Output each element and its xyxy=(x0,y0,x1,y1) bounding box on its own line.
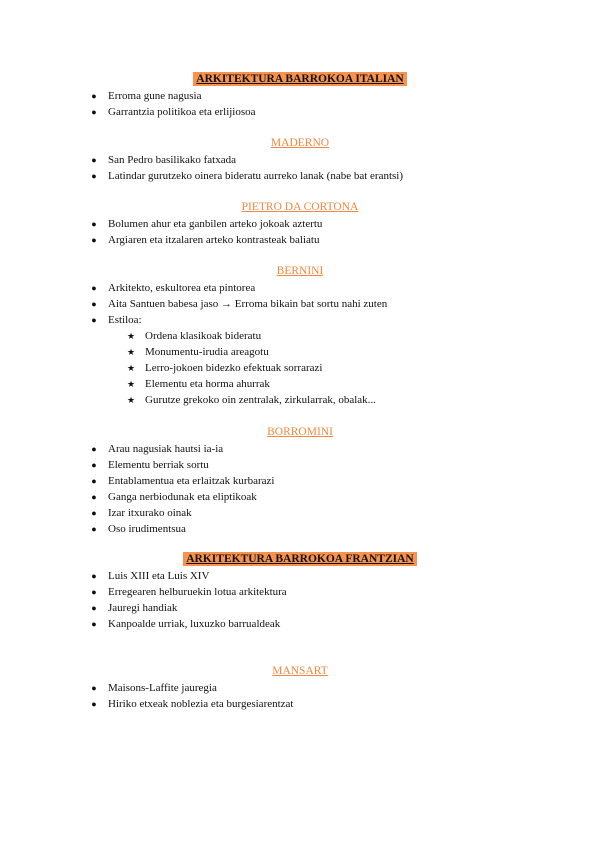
list-item: ● Erregearen helburuekin lotua arkitektura xyxy=(0,584,600,600)
list-item: ● Elementu berriak sortu xyxy=(0,457,600,473)
bullet-icon: ● xyxy=(91,683,97,693)
sub-list-item: ★ Elementu eta horma ahurrak xyxy=(126,378,270,390)
bullet-icon: ● xyxy=(91,508,97,518)
bullet-icon: ● xyxy=(91,107,97,117)
bullet-icon: ● xyxy=(91,476,97,486)
bullet-icon: ● xyxy=(91,235,97,245)
bullet-icon: ● xyxy=(91,219,97,229)
list-item: ● Argiaren eta itzalaren arteko kontrasteak baliatu xyxy=(0,232,600,248)
section-list-borromini xyxy=(0,441,600,537)
section-list-france xyxy=(0,568,600,632)
star-icon: ★ xyxy=(126,363,136,373)
section-heading-maderno: MADERNO xyxy=(270,137,330,149)
section-heading-cortona: PIETRO DA CORTONA xyxy=(241,201,359,213)
section-heading-italy: ARKITEKTURA BARROKOA ITALIAN xyxy=(0,72,600,86)
list-item: ● Aita Santuen babesa jaso → Erroma bikain bat sortu nahi zuten xyxy=(0,296,600,312)
bullet-icon: ● xyxy=(91,571,97,581)
bullet-icon: ● xyxy=(91,171,97,181)
section-heading-bernini: BERNINI xyxy=(276,265,324,277)
list-item: ● Arau nagusiak hautsi ia-ia xyxy=(0,441,600,457)
sub-list-item: ★ Ordena klasikoak bideratu xyxy=(126,330,262,342)
list-item: ● Hiriko etxeak noblezia eta burgesiarentzat xyxy=(0,696,600,712)
list-item: ● Garrantzia politikoa eta erlijiosoa xyxy=(0,104,600,120)
list-item: ● Latindar gurutzeko oinera bideratu aurreko lanak (nabe bat erantsi) xyxy=(0,168,600,184)
star-icon: ★ xyxy=(126,347,136,357)
list-item: ● Oso irudimentsua xyxy=(0,521,600,537)
section-heading-mansart: MANSART xyxy=(272,665,328,677)
bullet-icon: ● xyxy=(91,91,97,101)
star-icon: ★ xyxy=(126,331,136,341)
list-item: ● Arkitekto, eskultorea eta pintorea xyxy=(0,280,600,296)
bullet-icon: ● xyxy=(91,492,97,502)
bullet-icon: ● xyxy=(91,603,97,613)
list-item: ● Luis XIII eta Luis XIV xyxy=(0,568,600,584)
star-icon: ★ xyxy=(126,395,136,405)
sub-list-item: ★ Gurutze grekoko oin zentralak, zirkularrak, obalak... xyxy=(126,394,376,406)
sub-list-item: ★ Monumentu-irudia areagotu xyxy=(126,346,269,358)
bullet-icon: ● xyxy=(91,587,97,597)
list-item: ● Erroma gune nagusia xyxy=(0,88,600,104)
bullet-icon: ● xyxy=(91,283,97,293)
bullet-icon: ● xyxy=(91,155,97,165)
list-item: ● Bolumen ahur eta ganbilen arteko jokoak aztertu xyxy=(0,216,600,232)
star-icon: ★ xyxy=(126,379,136,389)
bullet-icon: ● xyxy=(91,315,97,325)
list-item: ● Izar itxurako oinak xyxy=(0,505,600,521)
bullet-icon: ● xyxy=(91,524,97,534)
section-list-bernini xyxy=(0,280,600,408)
bullet-icon: ● xyxy=(91,460,97,470)
list-item: ● Kanpoalde urriak, luxuzko barrualdeak xyxy=(0,616,600,632)
list-item: ● San Pedro basilikako fatxada xyxy=(0,152,600,168)
section-heading-france: ARKITEKTURA BARROKOA FRANTZIAN xyxy=(0,552,600,566)
bullet-icon: ● xyxy=(91,699,97,709)
list-item: ● Estiloa: xyxy=(0,312,600,328)
list-item: ● Maisons-Laffite jauregia xyxy=(0,680,600,696)
list-item: ● Entablamentua eta erlaitzak kurbarazi xyxy=(0,473,600,489)
bullet-icon: ● xyxy=(91,444,97,454)
section-list-cortona xyxy=(0,216,600,248)
bullet-icon: ● xyxy=(91,619,97,629)
section-list-italy xyxy=(0,88,600,120)
sub-list-item: ★ Lerro-jokoen bidezko efektuak sorrarazi xyxy=(126,362,323,374)
section-list-mansart xyxy=(0,680,600,712)
section-list-maderno xyxy=(0,152,600,184)
section-heading-borromini: BORROMINI xyxy=(267,426,333,438)
bullet-icon: ● xyxy=(91,299,97,309)
list-item: ● Jauregi handiak xyxy=(0,600,600,616)
list-item: ● Ganga nerbiodunak eta eliptikoak xyxy=(0,489,600,505)
